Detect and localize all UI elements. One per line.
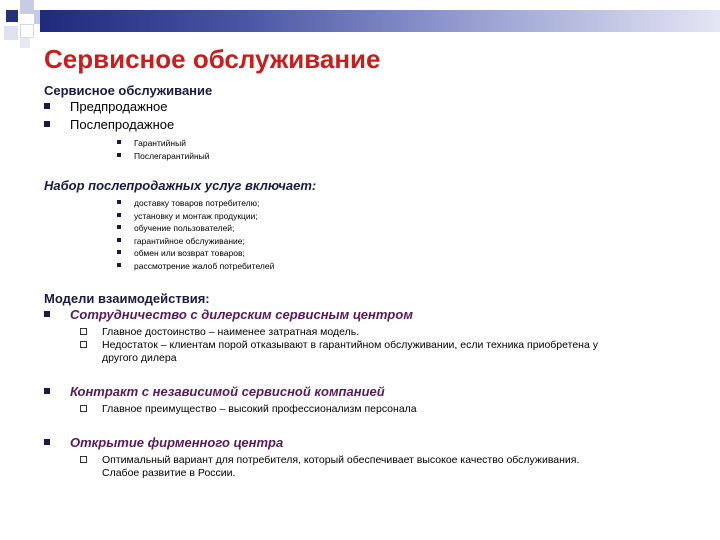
decor-square: [6, 10, 18, 22]
model-item: Контракт с независимой сервисной компанией: [44, 383, 694, 401]
list-item: Гарантийный: [44, 137, 694, 150]
square-bullet-icon: [44, 103, 50, 109]
list-item: Оптимальный вариант для потребителя, который обеспечивает высокое качество обслуживания.: [44, 454, 694, 467]
list-item: обмен или возврат товаров;: [44, 247, 694, 260]
list-item: рассмотрение жалоб потребителей: [44, 260, 694, 273]
hollow-square-bullet-icon: [80, 341, 87, 348]
list-item: доставку товаров потребителю;: [44, 197, 694, 210]
section-heading: Сервисное обслуживание: [44, 83, 213, 98]
decor-square: [20, 24, 34, 38]
square-bullet-icon: [117, 225, 121, 229]
slide-content: [44, 82, 694, 480]
square-bullet-icon: [44, 121, 50, 127]
list-item: Предпродажное: [44, 98, 694, 116]
list-item: Недостаток – клиентам порой отказывают в гарантийном обслуживании, если техника приобретена у: [44, 339, 694, 352]
list-item: Послегарантийный: [44, 150, 694, 163]
list-item: Главное достоинство – наименее затратная модель.: [44, 326, 694, 339]
list-item: Главное преимущество – высокий профессионализм персонала: [44, 403, 694, 416]
decor-square: [20, 38, 30, 48]
list-item: установку и монтаж продукции;: [44, 210, 694, 223]
list-item: Послепродажное: [44, 116, 694, 134]
square-bullet-icon: [117, 213, 121, 217]
list-item-continuation: Слабое развитие в России.: [102, 467, 236, 479]
square-bullet-icon: [117, 238, 121, 242]
hollow-square-bullet-icon: [80, 456, 87, 463]
square-bullet-icon: [117, 250, 121, 254]
list-item: гарантийное обслуживание;: [44, 235, 694, 248]
list-item: обучение пользователей;: [44, 222, 694, 235]
square-bullet-icon: [44, 439, 50, 445]
square-bullet-icon: [117, 140, 121, 144]
slide-title: Сервисное обслуживание: [44, 44, 381, 74]
square-bullet-icon: [117, 263, 121, 267]
decor-square: [20, 0, 34, 14]
list-item-continuation: другого дилера: [102, 352, 177, 364]
section-heading: Модели взаимодействия:: [44, 291, 210, 306]
header-gradient-band: [40, 10, 720, 32]
decor-square: [4, 26, 18, 40]
model-item: Сотрудничество с дилерским сервисным центром: [44, 306, 694, 324]
square-bullet-icon: [44, 311, 50, 317]
square-bullet-icon: [44, 388, 50, 394]
square-bullet-icon: [117, 153, 121, 157]
hollow-square-bullet-icon: [80, 405, 87, 412]
hollow-square-bullet-icon: [80, 328, 87, 335]
model-item: Открытие фирменного центра: [44, 434, 694, 452]
section-heading: Набор послепродажных услуг включает:: [44, 178, 317, 193]
square-bullet-icon: [117, 200, 121, 204]
